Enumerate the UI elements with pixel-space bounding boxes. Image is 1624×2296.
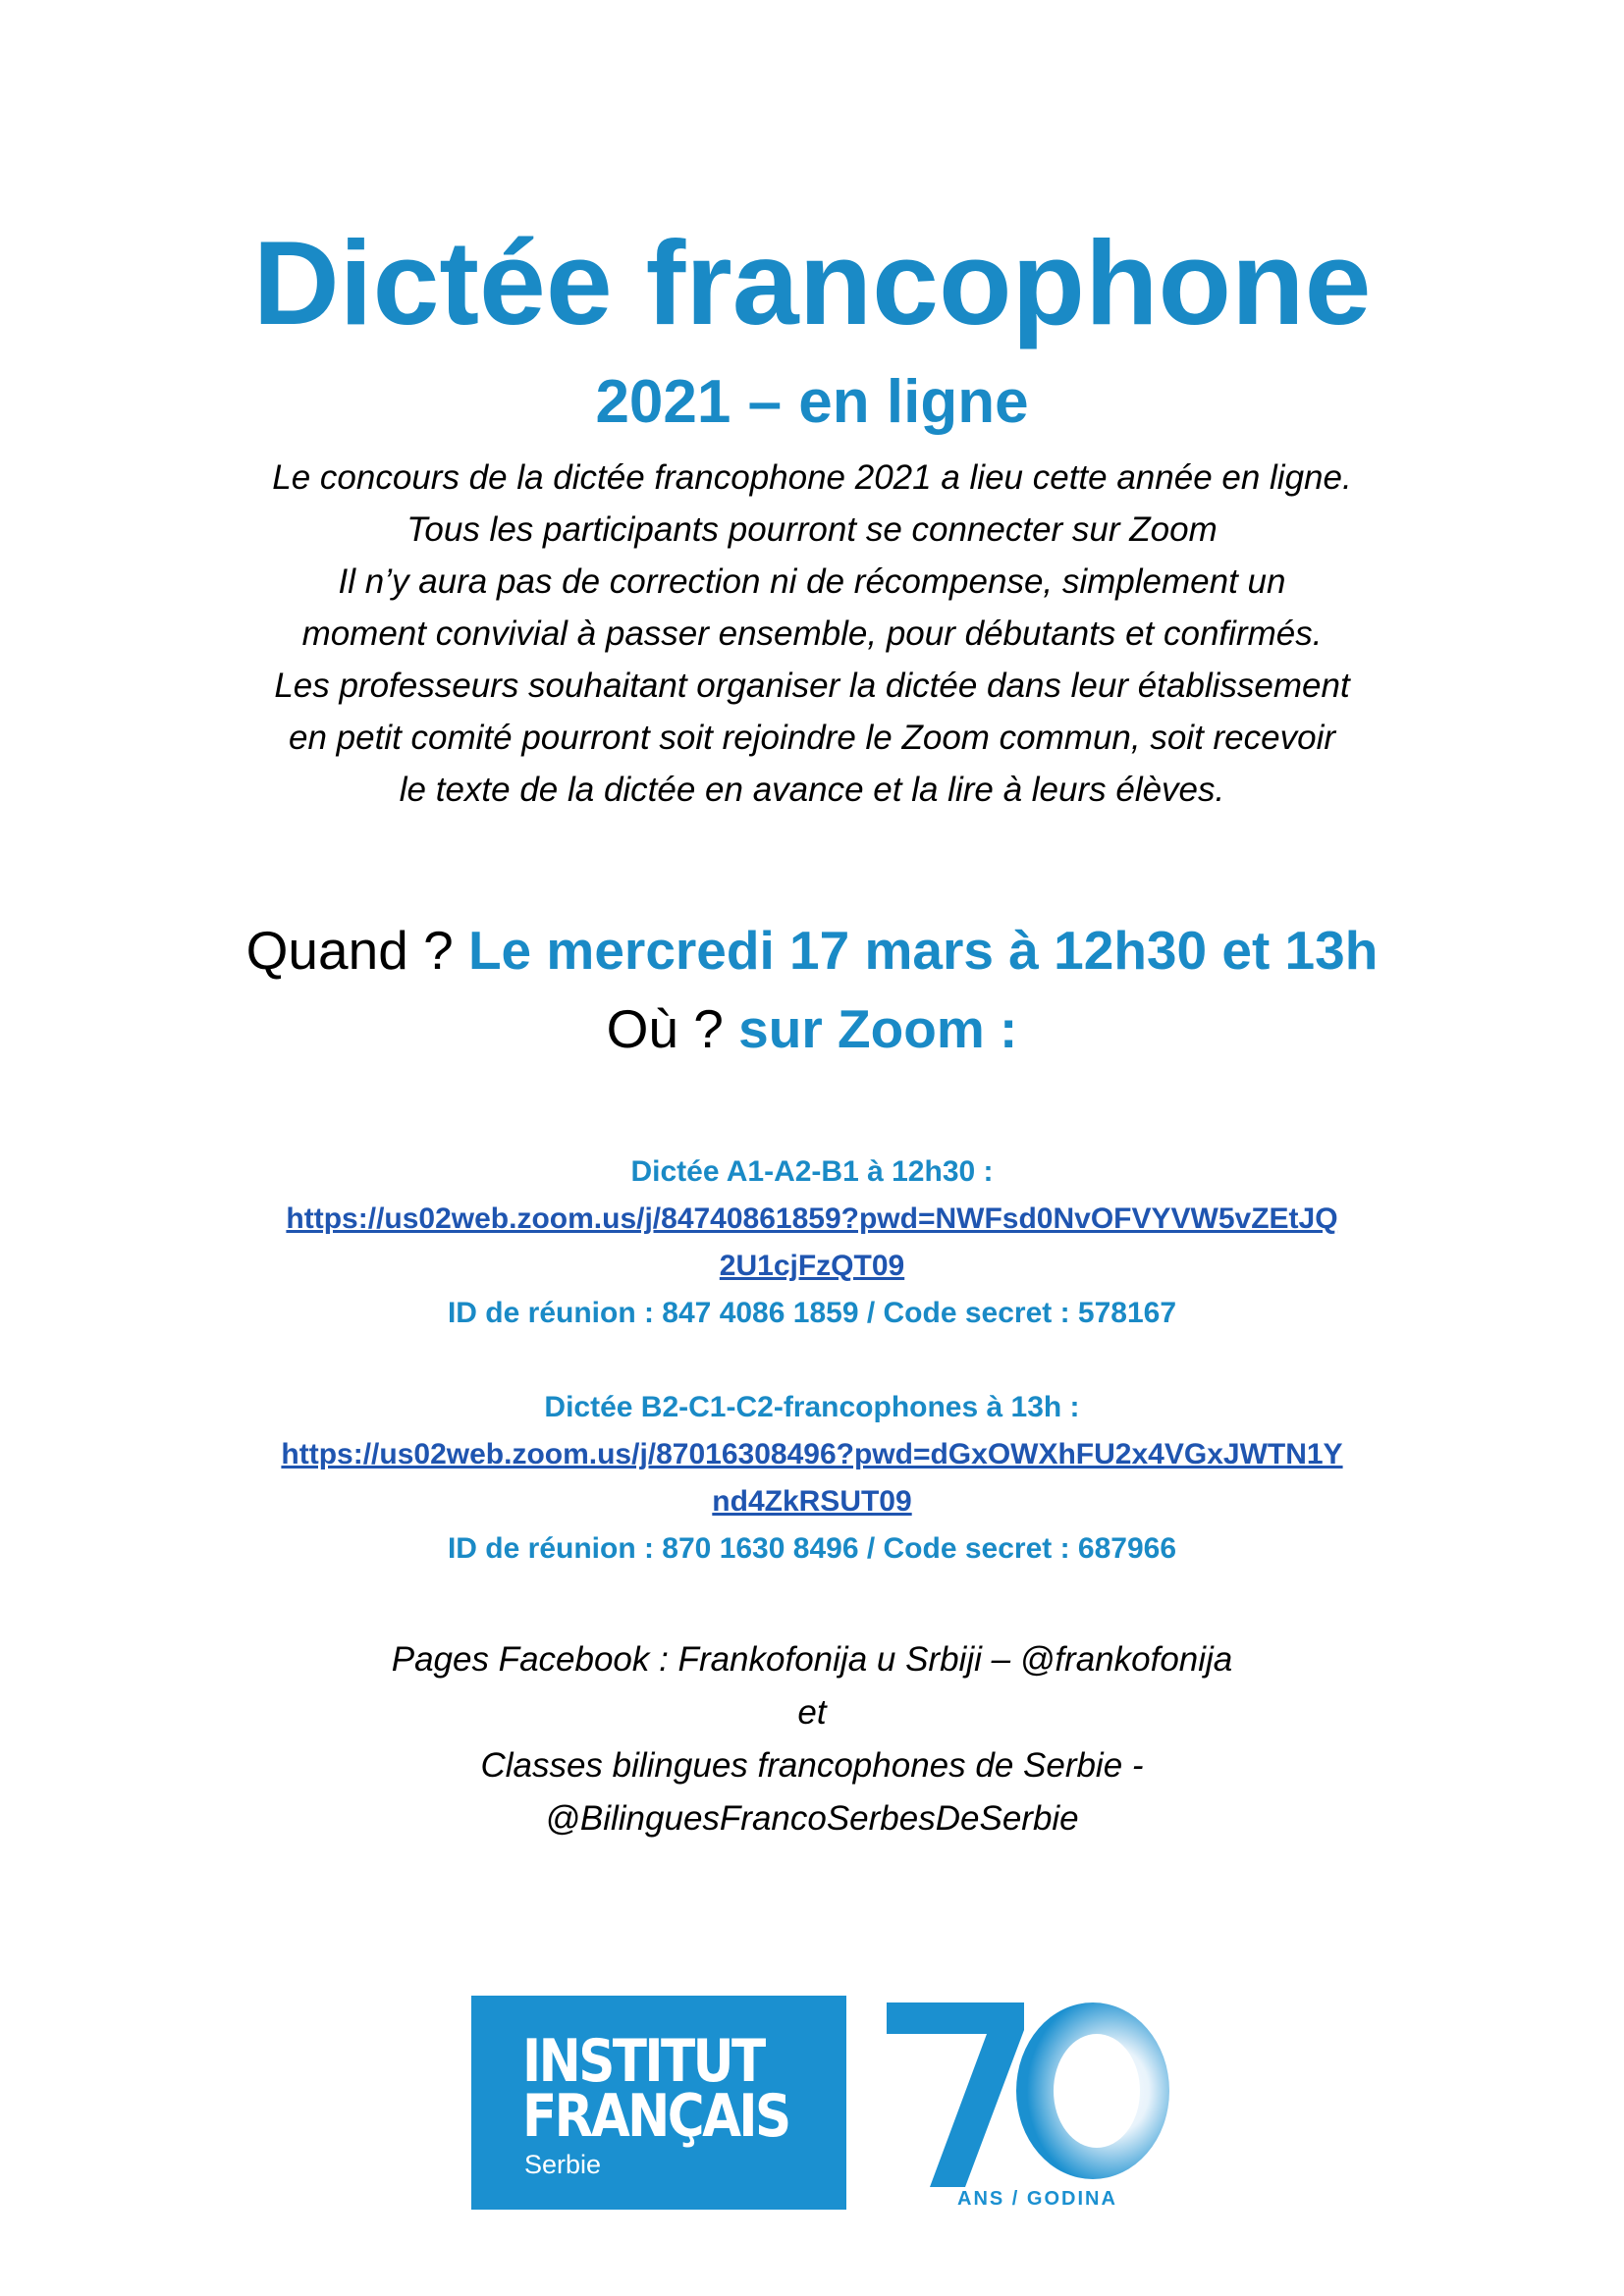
when-answer: Le mercredi 17 mars à 12h30 et 13h bbox=[467, 920, 1379, 981]
social-line: Classes bilingues francophones de Serbie - bbox=[480, 1746, 1144, 1785]
meeting-ids: ID de réunion : 870 1630 8496 / Code secret : 687966 bbox=[447, 1532, 1177, 1565]
intro-line: moment convivial à passer ensemble, pour débutants et confirmés. bbox=[301, 614, 1323, 653]
institut-francais-logo bbox=[471, 1996, 846, 2210]
intro-line: Le concours de la dictée francophone 2021 a lieu cette année en ligne. bbox=[272, 458, 1352, 497]
intro-line: Les professeurs souhaitant organiser la dictée dans leur établissement bbox=[274, 667, 1350, 705]
intro-line: le texte de la dictée en avance et la lire à leurs élèves. bbox=[399, 771, 1225, 809]
where-line bbox=[0, 989, 1624, 1068]
intro-paragraph bbox=[98, 452, 1526, 816]
social-line: Pages Facebook : Frankofonija u Srbiji – @frankofonija bbox=[391, 1640, 1233, 1679]
social-line: @BilinguesFrancoSerbesDeSerbie bbox=[545, 1799, 1079, 1838]
anniversary-label: ANS / GODINA bbox=[957, 2188, 1117, 2210]
zoom-link-1-continued[interactable] bbox=[0, 1243, 1624, 1290]
logo-text-serbie: Serbie bbox=[524, 2150, 602, 2179]
zoom-link-2[interactable] bbox=[0, 1431, 1624, 1478]
zoom-link-line[interactable]: nd4ZkRSUT09 bbox=[712, 1485, 912, 1518]
meeting-ids: ID de réunion : 847 4086 1859 / Code secret : 578167 bbox=[447, 1297, 1177, 1329]
session-heading: Dictée B2-C1-C2-francophones à 13h : bbox=[544, 1391, 1080, 1423]
session-block-2 bbox=[0, 1384, 1624, 1573]
where-answer: sur Zoom : bbox=[738, 998, 1018, 1059]
zoom-link-line[interactable]: https://us02web.zoom.us/j/87016308496?pwd=dGxOWXhFU2x4VGxJWTN1Y bbox=[281, 1438, 1343, 1470]
page-subtitle: 2021 – en ligne bbox=[595, 368, 1029, 436]
event-info bbox=[0, 911, 1624, 1068]
logo-text-institut: INSTITUT bbox=[522, 2027, 764, 2096]
where-question: Où ? bbox=[606, 998, 724, 1059]
zoom-link-line[interactable]: 2U1cjFzQT09 bbox=[719, 1250, 905, 1282]
when-line bbox=[0, 911, 1624, 989]
zoom-link-line[interactable]: https://us02web.zoom.us/j/84740861859?pwd=NWFsd0NvOFVYVW5vZEtJQ bbox=[286, 1202, 1338, 1235]
zoom-link-1[interactable] bbox=[0, 1196, 1624, 1243]
zoom-link-2-continued[interactable] bbox=[0, 1478, 1624, 1525]
session-heading: Dictée A1-A2-B1 à 12h30 : bbox=[630, 1155, 994, 1188]
intro-line: Tous les participants pourront se connecter sur Zoom bbox=[406, 510, 1218, 549]
facebook-pages bbox=[0, 1633, 1624, 1845]
page-title: Dictée francophone bbox=[252, 216, 1372, 349]
intro-line: Il n’y aura pas de correction ni de récompense, simplement un bbox=[338, 562, 1286, 601]
zero-inner bbox=[1054, 2034, 1140, 2148]
logo-text-francais: FRANÇAIS bbox=[522, 2082, 789, 2151]
session-block-1 bbox=[0, 1148, 1624, 1337]
social-line: et bbox=[797, 1693, 827, 1732]
intro-line: en petit comité pourront soit rejoindre le Zoom commun, soit recevoir bbox=[288, 719, 1335, 757]
anniversary-70-logo bbox=[879, 1995, 1173, 2211]
when-question: Quand ? bbox=[245, 920, 454, 981]
seven-shape bbox=[887, 2002, 1024, 2187]
anniversary-number: 70 bbox=[879, 1995, 881, 1996]
